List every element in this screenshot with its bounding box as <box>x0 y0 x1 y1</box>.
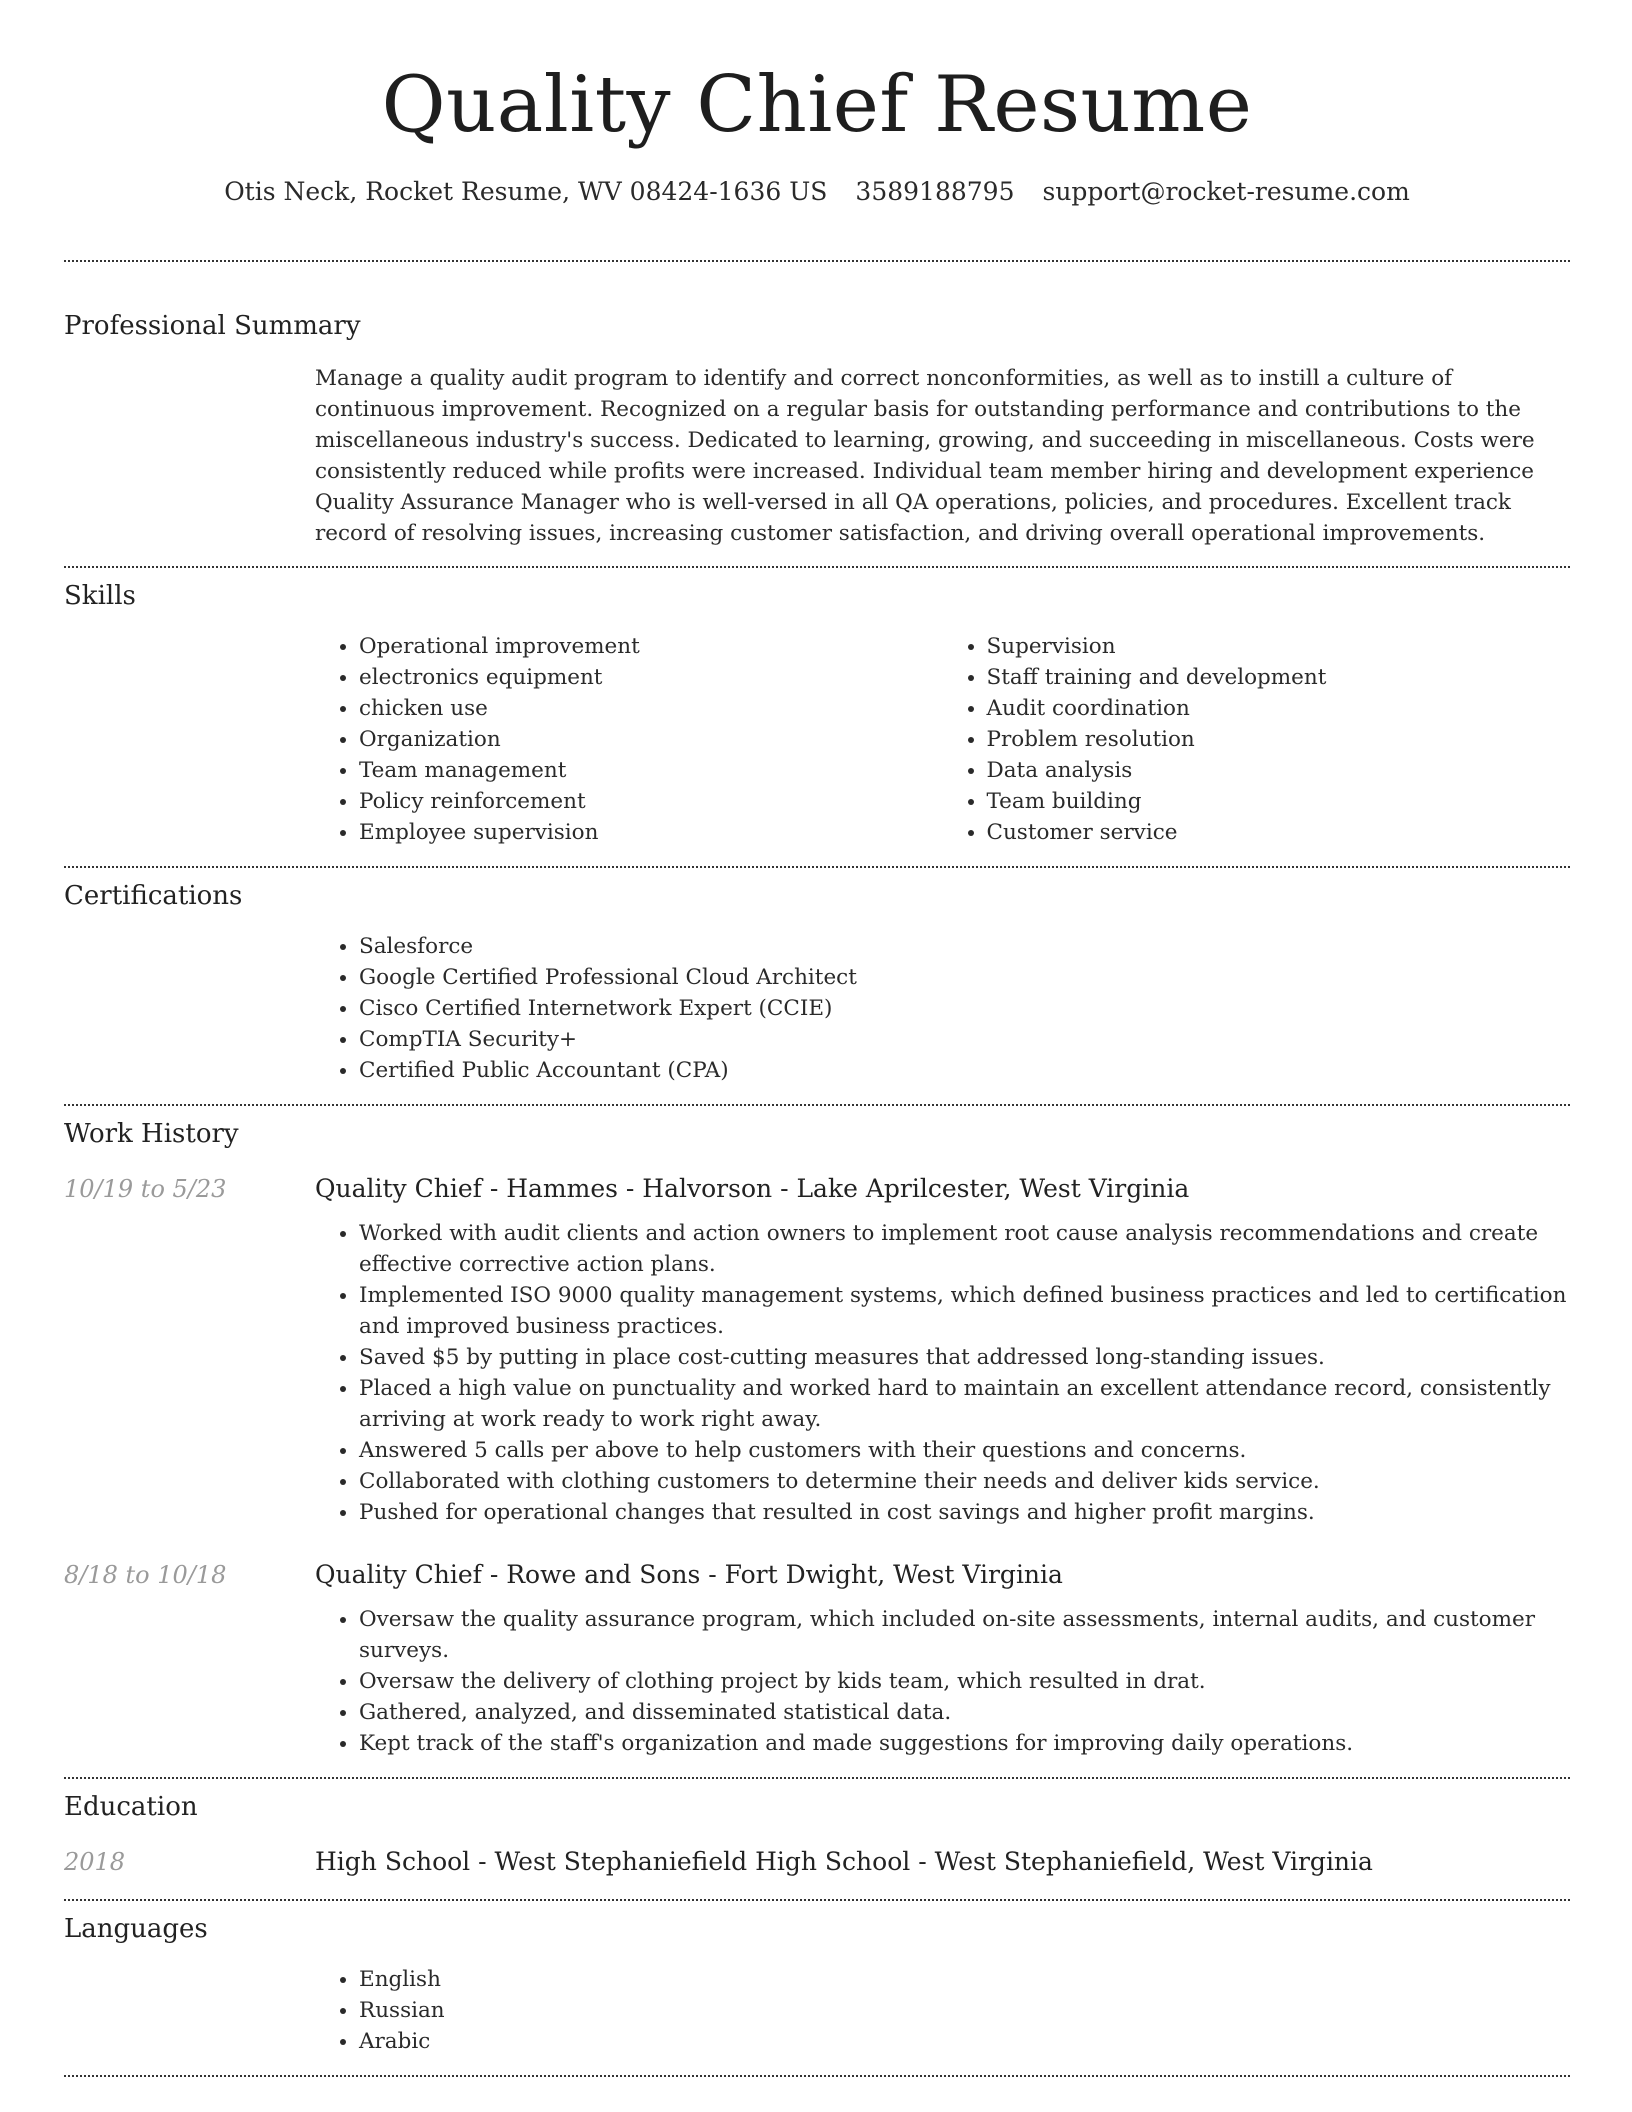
certifications-list <box>315 931 1570 1086</box>
job-header <box>64 1172 1570 1206</box>
section-divider <box>64 1899 1570 1901</box>
skills-list-right <box>943 631 1571 848</box>
certification-item: • Certified Public Accountant (CPA) <box>359 1055 1570 1086</box>
language-item: • Arabic <box>359 2026 1570 2057</box>
skill-item: • Supervision <box>987 631 1571 662</box>
job-details <box>315 1604 1570 1759</box>
job-bullet: • Placed a high value on punctuality and worked hard to maintain an excellent attendance record, consistently arriving at work ready to work right away. <box>359 1373 1570 1435</box>
work-history-heading: Work History <box>64 1119 239 1149</box>
job-bullet: • Collaborated with clothing customers to determine their needs and deliver kids service. <box>359 1466 1570 1497</box>
skill-item: • Organization <box>359 724 943 755</box>
job-bullets <box>315 1604 1570 1759</box>
skill-item: • Team building <box>987 786 1571 817</box>
education-year: 2018 <box>64 1848 126 1876</box>
resume-page <box>64 0 1570 2077</box>
job-bullet: • Answered 5 calls per above to help customers with their questions and concerns. <box>359 1435 1570 1466</box>
certifications-heading: Certifications <box>64 881 243 911</box>
job-title: Quality Chief - Hammes - Halvorson - Lake Aprilcester, West Virginia <box>315 1174 1190 1203</box>
job-bullet: • Worked with audit clients and action owners to implement root cause analysis recommendations and create effective corrective action plans. <box>359 1218 1570 1280</box>
certification-item: • Cisco Certified Internetwork Expert (CCIE) <box>359 993 1570 1024</box>
skill-item: • Customer service <box>987 817 1571 848</box>
job-bullet: • Gathered, analyzed, and disseminated statistical data. <box>359 1697 1570 1728</box>
job-bullet: • Kept track of the staff's organization and made suggestions for improving daily operations. <box>359 1728 1570 1759</box>
job-bullets <box>315 1218 1570 1528</box>
job-bullet: • Oversaw the delivery of clothing project by kids team, which resulted in drat. <box>359 1666 1570 1697</box>
job-title: Quality Chief - Rowe and Sons - Fort Dwight, West Virginia <box>315 1560 1063 1589</box>
certification-item: • Salesforce <box>359 931 1570 962</box>
skills-heading: Skills <box>64 581 136 611</box>
job-dates: 10/19 to 5/23 <box>64 1175 227 1203</box>
job-bullet: • Implemented ISO 9000 quality management systems, which defined business practices and led to certification and improved business practices. <box>359 1280 1570 1342</box>
job-bullet: • Oversaw the quality assurance program, which included on-site assessments, internal audits, and customer surveys. <box>359 1604 1570 1666</box>
skills-list-left <box>315 631 943 848</box>
section-divider <box>64 866 1570 868</box>
summary-heading: Professional Summary <box>64 311 361 341</box>
summary-section <box>315 363 1570 549</box>
language-item: • English <box>359 1964 1570 1995</box>
section-divider <box>64 260 1570 262</box>
job-dates: 8/18 to 10/18 <box>64 1561 227 1589</box>
language-item: • Russian <box>359 1995 1570 2026</box>
languages-heading: Languages <box>64 1914 208 1944</box>
job-details <box>315 1218 1570 1528</box>
contact-email: support@rocket-resume.com <box>1042 177 1410 206</box>
job-header <box>64 1558 1570 1592</box>
contact-phone: 3589188795 <box>855 177 1015 206</box>
section-divider <box>64 1104 1570 1106</box>
skill-item: • Audit coordination <box>987 693 1571 724</box>
skills-section <box>315 631 1570 848</box>
section-divider <box>64 566 1570 568</box>
languages-list <box>315 1964 1570 2057</box>
skill-item: • chicken use <box>359 693 943 724</box>
skill-item: • Employee supervision <box>359 817 943 848</box>
contact-line <box>64 174 1570 210</box>
certifications-section <box>315 931 1570 1086</box>
skill-item: • Data analysis <box>987 755 1571 786</box>
section-divider <box>64 1777 1570 1779</box>
education-heading: Education <box>64 1792 198 1822</box>
contact-address: Otis Neck, Rocket Resume, WV 08424-1636 US <box>224 177 828 206</box>
job-bullet: • Saved $5 by putting in place cost-cutting measures that addressed long-standing issues. <box>359 1342 1570 1373</box>
resume-title: Quality Chief Resume <box>381 60 1253 150</box>
education-entry <box>64 1845 1570 1879</box>
summary-text: Manage a quality audit program to identify and correct nonconformities, as well as to instill a culture of continuous improvement. Recognized on a regular basis for outstanding performance and contributions to the miscellaneous industry's success. Dedicated to learning, growing, and succeeding in miscellaneous. Costs were consistently reduced while profits were increased. Individual team member hiring and development experience Quality Assurance Manager who is well-versed in all QA operations, policies, and procedures. Excellent track record of resolving issues, increasing customer satisfaction, and driving overall operational improvements. <box>315 366 1535 546</box>
education-school: High School - West Stephaniefield High School - West Stephaniefield, West Virginia <box>315 1847 1373 1876</box>
certification-item: • Google Certified Professional Cloud Architect <box>359 962 1570 993</box>
skill-item: • electronics equipment <box>359 662 943 693</box>
skill-item: • Team management <box>359 755 943 786</box>
languages-section <box>315 1964 1570 2057</box>
skill-item: • Operational improvement <box>359 631 943 662</box>
skill-item: • Problem resolution <box>987 724 1571 755</box>
job-bullet: • Pushed for operational changes that resulted in cost savings and higher profit margins. <box>359 1497 1570 1528</box>
certification-item: • CompTIA Security+ <box>359 1024 1570 1055</box>
section-divider <box>64 2075 1570 2077</box>
skill-item: • Staff training and development <box>987 662 1571 693</box>
skill-item: • Policy reinforcement <box>359 786 943 817</box>
